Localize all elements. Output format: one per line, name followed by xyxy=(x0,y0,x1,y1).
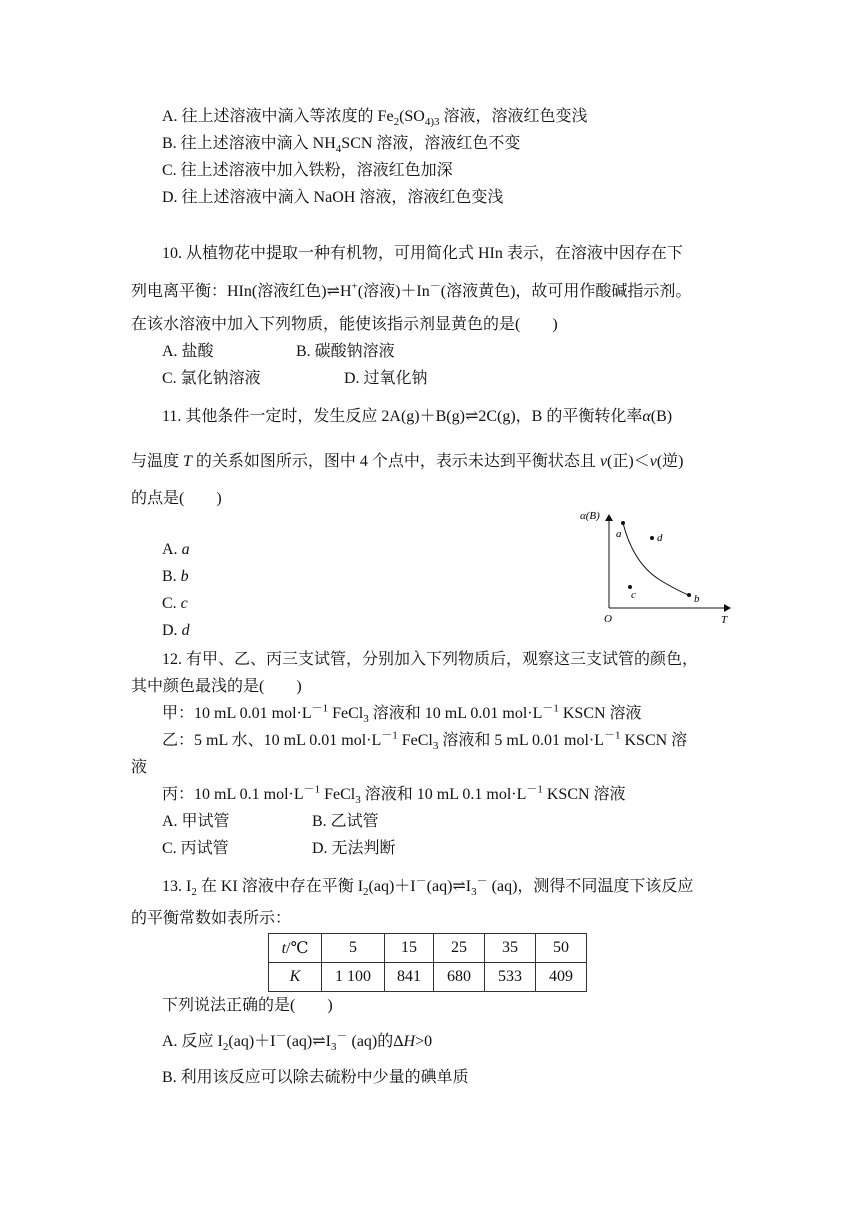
point-d xyxy=(650,536,654,540)
q13-text: (aq)⇌I xyxy=(426,878,472,895)
q10-stem-line2 xyxy=(131,282,691,302)
point-a-label: a xyxy=(616,528,622,540)
table-cell: 50 xyxy=(536,934,587,963)
q11-temperature-symbol: T xyxy=(183,453,192,470)
q11-text: 11. 其他条件一定时，发生反应 2A(g)＋B(g)⇌2C(g)，B 的平衡转化率 xyxy=(162,408,643,425)
tube-text: FeCl xyxy=(397,732,433,749)
table-cell: 409 xyxy=(536,963,587,992)
tube-text: 溶液和 10 mL 0.01 mol·L xyxy=(368,705,543,722)
q10-equation-part: (溶液)＋In xyxy=(357,283,430,300)
q12-tube-bing xyxy=(162,785,626,805)
q13-text: (aq)，测得不同温度下该反应 xyxy=(487,878,694,895)
q11-option-a xyxy=(162,540,190,560)
origin-label: O xyxy=(604,613,612,625)
enthalpy-symbol: H xyxy=(403,1033,416,1050)
y-axis-label: α(B) xyxy=(580,510,600,522)
q11-text: (B) xyxy=(650,408,673,425)
q13-option-text: A. 反应 I xyxy=(162,1033,223,1050)
q10-option-b: B. 碳酸钠溶液 xyxy=(296,343,395,360)
q11-stem-line2 xyxy=(131,452,684,472)
q13-option-text: (aq)＋I xyxy=(228,1033,276,1050)
equilibrium-constant-table xyxy=(268,933,587,992)
table-cell: 1 100 xyxy=(322,963,385,992)
subscript: 2 xyxy=(393,116,400,129)
table-cell: 5 xyxy=(322,934,385,963)
q10-equation-part: (溶液黄色)，故可用作酸碱指示剂。 xyxy=(440,283,692,300)
superscript: － xyxy=(429,280,441,293)
q11-rate-symbol: v xyxy=(649,453,657,470)
q13-option-text: (aq)⇌I xyxy=(286,1033,331,1050)
table-cell: 15 xyxy=(385,934,434,963)
subscript: 2 xyxy=(222,1041,229,1054)
table-cell: 25 xyxy=(434,934,485,963)
q13-option-text: (aq)的Δ xyxy=(347,1033,404,1050)
superscript: －1 xyxy=(604,729,621,742)
subscript: 3 xyxy=(432,740,439,753)
point-a xyxy=(621,521,625,525)
q9-option-a-text: A. 往上述溶液中滴入等浓度的 Fe xyxy=(162,108,394,125)
subscript: 3 xyxy=(363,713,369,726)
q10-stem-line1: 10. 从植物花中提取一种有机物，可用简化式 HIn 表示，在溶液中因存在下 xyxy=(162,245,683,262)
superscript: －1 xyxy=(381,729,398,742)
q11-text: 与温度 xyxy=(131,453,184,470)
q13-stem-line2: 的平衡常数如表所示： xyxy=(131,910,292,927)
q9-option-a xyxy=(162,107,588,127)
q12-option-c: C. 丙试管 xyxy=(162,840,229,857)
q9-option-d: D. 往上述溶液中滴入 NaOH 溶液，溶液红色变浅 xyxy=(162,189,504,206)
superscript: + xyxy=(351,280,358,293)
q12-option-d: D. 无法判断 xyxy=(312,840,396,857)
subscript: 3 xyxy=(471,886,477,899)
q11-stem-line3: 的点是( ) xyxy=(131,490,222,507)
q10-option-a: A. 盐酸 xyxy=(162,343,214,360)
q11-alpha: α xyxy=(642,408,651,425)
temperature-symbol: t xyxy=(281,940,287,957)
q9-option-b-tail: SCN 溶液，溶液红色不变 xyxy=(341,135,521,152)
q9-option-c: C. 往上述溶液中加入铁粉，溶液红色加深 xyxy=(162,162,453,179)
q13-text: 13. I xyxy=(162,878,192,895)
q13-text: (aq)＋I xyxy=(368,878,416,895)
q12-stem-line1: 12. 有甲、乙、丙三支试管，分别加入下列物质后，观察这三支试管的颜色， xyxy=(162,651,699,668)
option-letter: D. xyxy=(162,622,182,639)
subscript: 4 xyxy=(424,116,431,129)
constant-symbol: K xyxy=(289,968,301,985)
superscript: － xyxy=(275,1030,287,1043)
option-value: c xyxy=(180,595,188,612)
q11-option-b xyxy=(162,567,189,587)
table-cell: 680 xyxy=(434,963,485,992)
subscript: )3 xyxy=(430,116,440,129)
q11-option-d xyxy=(162,621,190,641)
q10-stem-line3: 在该水溶液中加入下列物质，能使该指示剂显黄色的是( ) xyxy=(131,316,558,333)
q12-stem-line2: 其中颜色最浅的是( ) xyxy=(131,678,302,695)
temperature-unit: /℃ xyxy=(286,940,309,957)
x-axis-label: T xyxy=(721,614,728,626)
subscript: 4 xyxy=(335,143,342,156)
q13-text: 在 KI 溶液中存在平衡 I xyxy=(196,878,364,895)
q12-tube-jia xyxy=(162,704,642,724)
q13-option-b: B. 利用该反应可以除去硫粉中少量的碘单质 xyxy=(162,1069,469,1086)
q12-tube-yi xyxy=(162,731,687,751)
superscript: － xyxy=(415,875,427,888)
q11-text: (正)＜ xyxy=(607,453,650,470)
q11-stem-line1 xyxy=(162,407,672,427)
tube-text: KSCN 溶 xyxy=(620,732,688,749)
superscript: － xyxy=(336,1030,348,1043)
q9-option-b xyxy=(162,134,520,154)
tube-text: KSCN 溶液 xyxy=(558,705,642,722)
table-row xyxy=(269,963,587,992)
table-cell: 841 xyxy=(385,963,434,992)
q9-option-a-tail: 溶液，溶液红色变浅 xyxy=(439,108,588,125)
q11-figure xyxy=(578,505,748,630)
q13-stem-line1 xyxy=(162,877,693,897)
option-value: b xyxy=(180,568,189,585)
q13-option-a xyxy=(162,1032,432,1052)
q13-option-text: >0 xyxy=(415,1033,433,1050)
option-value: d xyxy=(181,622,190,639)
point-b xyxy=(687,593,691,597)
superscript: －1 xyxy=(542,702,559,715)
table-header-cell xyxy=(269,963,322,992)
q9-option-b-text: B. 往上述溶液中滴入 NH xyxy=(162,135,336,152)
tube-text: 甲：10 mL 0.01 mol·L xyxy=(162,705,312,722)
q11-text: (逆) xyxy=(656,453,684,470)
tube-text: 溶液和 5 mL 0.01 mol·L xyxy=(438,732,604,749)
q12-option-b: B. 乙试管 xyxy=(312,813,379,830)
tube-text: FeCl xyxy=(328,705,364,722)
superscript: －1 xyxy=(526,783,543,796)
q11-rate-symbol: v xyxy=(599,453,608,470)
option-letter: B. xyxy=(162,568,181,585)
superscript: －1 xyxy=(311,702,329,715)
q13-question: 下列说法正确的是( ) xyxy=(162,997,333,1014)
superscript: －1 xyxy=(303,783,321,796)
q10-equation-part: 列电离平衡：HIn(溶液红色)⇌H xyxy=(131,283,352,300)
subscript: 2 xyxy=(191,886,197,899)
table-cell: 533 xyxy=(485,963,536,992)
superscript: － xyxy=(476,875,488,888)
option-letter: C. xyxy=(162,595,181,612)
option-value: a xyxy=(181,541,190,558)
subscript: 3 xyxy=(330,1041,337,1054)
point-c-label: c xyxy=(631,589,636,601)
q10-option-d: D. 过氧化钠 xyxy=(344,370,428,387)
q10-option-c: C. 氯化钠溶液 xyxy=(162,370,261,387)
q12-tube-yi-wrap: 液 xyxy=(131,759,148,776)
tube-text: 丙：10 mL 0.1 mol·L xyxy=(162,786,304,803)
q11-text: 的关系如图所示，图中 4 个点中，表示未达到平衡状态且 xyxy=(191,453,600,470)
table-header-cell xyxy=(269,934,322,963)
tube-text: FeCl xyxy=(320,786,356,803)
tube-text: 溶液和 10 mL 0.1 mol·L xyxy=(360,786,527,803)
subscript: 2 xyxy=(363,886,369,899)
tube-text: KSCN 溶液 xyxy=(542,786,626,803)
option-letter: A. xyxy=(162,541,182,558)
table-cell: 35 xyxy=(485,934,536,963)
q12-option-a: A. 甲试管 xyxy=(162,813,230,830)
q11-option-c xyxy=(162,594,188,614)
table-row xyxy=(269,934,587,963)
point-b-label: b xyxy=(694,593,700,605)
subscript: 3 xyxy=(355,794,361,807)
point-d-label: d xyxy=(657,532,663,544)
q9-option-a-formula: (SO xyxy=(399,108,425,125)
tube-text: 乙：5 mL 水、10 mL 0.01 mol·L xyxy=(162,732,382,749)
